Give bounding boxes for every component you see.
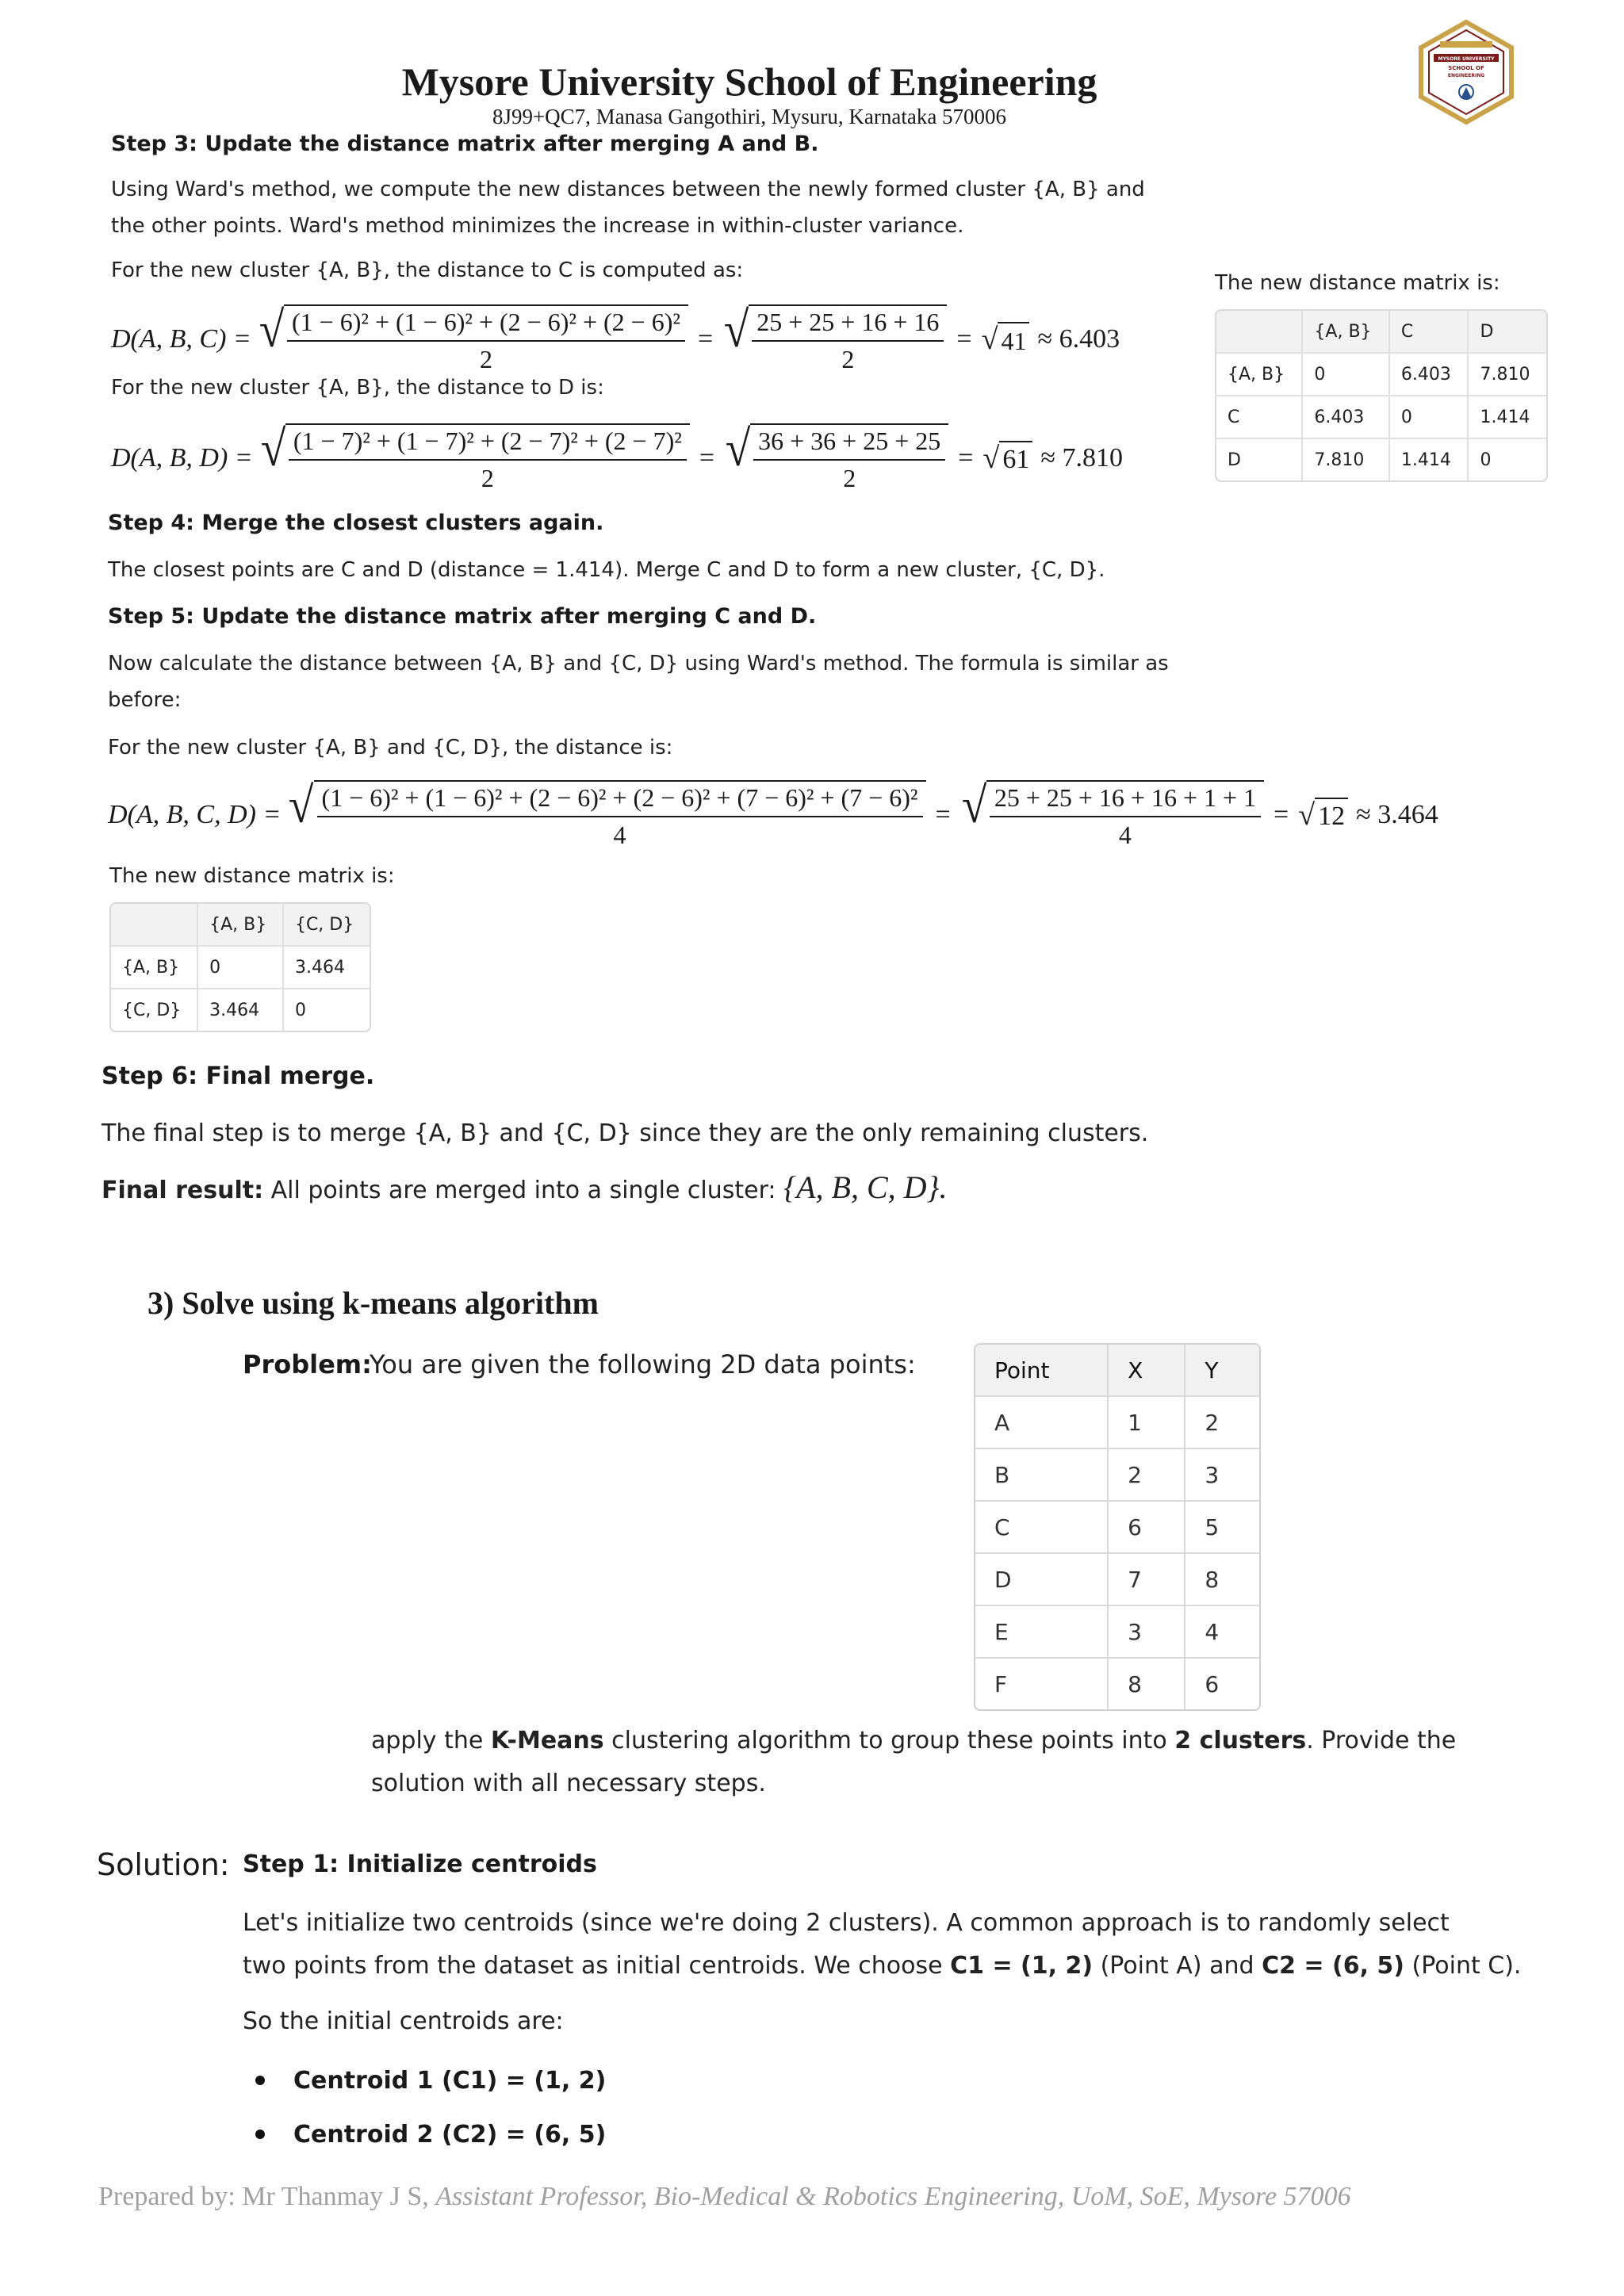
bullet-text: Centroid 1 (C1) = (1, 2) [293,2066,607,2095]
table-row [975,1554,1259,1606]
eq-c-num1: (1 − 6)² + (1 − 6)² + (2 − 6)² + (2 − 6)² [287,308,685,342]
matrix1-cell: 6.403 [1390,354,1469,396]
points-cell: 7 [1109,1554,1185,1606]
matrix2-cell: 3.464 [284,947,370,989]
table-row [975,1449,1259,1502]
eq-abcd-approx: ≈ 3.464 [1356,800,1438,829]
table-row [1216,439,1546,480]
points-header-cell: Point [975,1345,1109,1397]
table-row [111,989,370,1031]
eq-abcd-lhs: D(A, B, C, D) = [108,800,282,829]
apply-clusters: 2 clusters [1174,1727,1307,1755]
eq-abcd-num2: 25 + 25 + 16 + 16 + 1 + 1 [990,783,1261,817]
matrix2-header-cell: {A, B} [198,904,284,947]
eq-c-den1: 2 [479,345,492,373]
so-text: So the initial centroids are: [243,2007,564,2035]
table-row [975,1397,1259,1449]
init-text: (Point C). [1404,1952,1522,1980]
matrix2-caption: The new distance matrix is: [109,864,395,888]
init-text: (Point A) and [1093,1952,1262,1980]
eq-c-rad: 41 [998,322,1029,357]
matrix1-cell: 1.414 [1390,439,1469,480]
points-cell: 8 [1109,1659,1185,1709]
matrix1-cell: {A, B} [1216,354,1303,396]
step5-heading: Step 5: Update the distance matrix after merging C and D. [108,604,817,629]
footer [98,2182,1351,2212]
step3-heading: Step 3: Update the distance matrix after merging A and B. [111,132,819,156]
matrix1-cell: 0 [1480,450,1492,470]
eq-abcd-den1: 4 [613,821,626,849]
points-cell: B [975,1449,1109,1502]
points-cell: 3 [1109,1606,1185,1659]
matrix1-header-cell: {A, B} [1303,311,1389,354]
section-title-kmeans: 3) Solve using k-means algorithm [147,1285,599,1321]
logo-line-2: SCHOOL OF [1448,65,1484,71]
points-cell: E [975,1606,1109,1659]
bullet-icon [255,2076,265,2085]
matrix2-header-cell: {C, D} [284,904,370,947]
table-row [975,1502,1259,1554]
table-row [1216,396,1546,439]
problem-label: Problem: [243,1349,372,1380]
points-cell: 3 [1185,1449,1259,1502]
points-cell: D [975,1554,1109,1606]
data-points-table [974,1343,1261,1711]
step5-intro: For the new cluster {A, B} and {C, D}, the distance is: [108,736,673,760]
distance-matrix-1 [1215,309,1548,482]
matrix1-cell: 7.810 [1469,354,1546,396]
footer-prefix: Prepared by: Mr Thanmay J S, [98,2182,436,2211]
apply-text: . Provide the [1306,1727,1457,1755]
matrix1-cell: 0 [1390,396,1469,439]
eq-abcd-rad: 12 [1315,798,1348,832]
table-row [1216,354,1546,396]
final-result [102,1169,948,1210]
init-c2: C2 = (6, 5) [1262,1952,1404,1980]
apply-text: apply the [371,1727,491,1755]
table-row [975,1659,1259,1709]
apply-text: clustering algorithm to group these points into [603,1727,1175,1755]
points-cell: 4 [1185,1606,1259,1659]
matrix1-header-cell: D [1469,311,1546,354]
step5-para-2: before: [108,688,182,712]
solution-label: Solution: [97,1847,230,1882]
final-result-text: All points are merged into a single cluster: [270,1177,776,1204]
init-text: two points from the dataset as initial centroids. We choose [243,1952,951,1980]
points-cell: F [975,1659,1109,1709]
points-cell: 2 [1185,1397,1259,1449]
matrix1-cell: 7.810 [1303,439,1389,480]
matrix2-header-cell [111,904,198,947]
eq-d-approx: ≈ 7.810 [1040,443,1123,473]
eq-d-num2: 36 + 36 + 25 + 25 [753,427,945,461]
matrix2-cell: 0 [294,1000,306,1020]
list-item [255,2061,606,2099]
list-item [255,2115,606,2153]
table-row [111,947,370,989]
step3-to-c: For the new cluster {A, B}, the distance to C is computed as: [111,258,744,282]
eq-d-num1: (1 − 7)² + (1 − 7)² + (2 − 7)² + (2 − 7)² [289,427,687,461]
step6-para: The final step is to merge {A, B} and {C, D} since they are the only remaining clusters. [102,1119,1149,1147]
eq-abcd-den2: 4 [1118,821,1132,849]
matrix2-cell: 0 [198,947,284,989]
points-cell: 1 [1109,1397,1185,1449]
step3-para-2: the other points. Ward's method minimizes the increase in within-cluster variance. [111,214,964,238]
step5-para-1: Now calculate the distance between {A, B} and {C, D} using Ward's method. The formula is similar as [108,652,1169,675]
eq-c-approx: ≈ 6.403 [1037,324,1120,354]
init-line-1: Let's initialize two centroids (since we're doing 2 clusters). A common approach is to randomly select [243,1909,1450,1937]
matrix1-cell: C [1216,396,1303,439]
step3-para-1: Using Ward's method, we compute the new distances between the newly formed cluster {A, B} and [111,178,1145,201]
matrix2-cell: {C, D} [111,989,198,1031]
points-cell: 2 [1109,1449,1185,1502]
step3-to-d: For the new cluster {A, B}, the distance to D is: [111,376,604,400]
points-cell: 8 [1185,1554,1259,1606]
step6-heading: Step 6: Final merge. [102,1062,375,1090]
points-cell: A [975,1397,1109,1449]
logo-line-3: ENGINEERING [1447,73,1485,78]
eq-c-den2: 2 [841,345,855,373]
problem-text: You are given the following 2D data points: [370,1349,916,1380]
distance-matrix-2 [109,902,371,1032]
matrix2-cell: 3.464 [198,989,284,1031]
kmeans-step1-heading: Step 1: Initialize centroids [243,1850,597,1878]
matrix1-cell: 6.403 [1303,396,1389,439]
points-header-cell: Y [1185,1345,1259,1397]
university-logo [1416,19,1516,125]
apply-kmeans: K-Means [490,1727,604,1755]
eq-d-den1: 2 [481,464,494,492]
apply-line-2: solution with all necessary steps. [371,1770,766,1797]
table-row [975,1606,1259,1659]
eq-d-den2: 2 [843,464,856,492]
init-line-2 [243,1947,1521,1985]
bullet-icon [255,2130,265,2139]
equation-ab-d: D(A, B, D) = √ $\frac{\text{(1 − 7)² + (1 − 7)² + (2 − 7)² + (2 − 7)²}}{2}$ = √ $\frac{36 + 36 + 25 + 25}{2}$ = √ 61 ≈ 7.810 [111,420,1123,492]
address: 8J99+QC7, Manasa Gangothiri, Mysuru, Karnataka 570006 [492,105,1007,128]
logo-line-1: MYSORE UNIVERSITY [1438,56,1495,62]
equation-ab-c: D(A, B, C) = √ $\frac{\text{(1 − 6)² + (1 − 6)² + (2 − 6)² + (2 − 6)²}}{2}$ = √ $\frac{25 + 25 + 16 + 16}{2}$ = √ 41 ≈ 6.403 [111,301,1120,373]
matrix1-header-cell: C [1390,311,1469,354]
points-header-cell: X [1109,1345,1185,1397]
eq-d-rad: 61 [999,441,1032,476]
eq-d-lhs: D(A, B, D) = [111,443,253,473]
points-cell: 5 [1185,1502,1259,1554]
page-title: Mysore University School of Engineering [401,59,1097,104]
equation-ab-cd: D(A, B, C, D) = √ (1 − 6)² + (1 − 6)² + (2 − 6)² + (2 − 6)² + (7 − 6)² + (7 − 6)² 4 = √ $\frac{25 + 25 + 16 + 16 + 1 + 1}{4}$ = √ 12 ≈ 3.464 [108,777,1438,849]
eq-c-lhs: D(A, B, C) = [111,324,251,354]
points-cell: 6 [1205,1670,1220,1697]
final-result-set: {A, B, C, D}. [783,1169,948,1205]
init-c1: C1 = (1, 2) [950,1952,1094,1980]
step4-para: The closest points are C and D (distance = 1.414). Merge C and D to form a new cluster, {C, D}. [108,558,1105,582]
matrix2-cell: {A, B} [111,947,198,989]
footer-italic: Assistant Professor, Bio-Medical & Robotics Engineering, UoM, SoE, Mysore 57006 [435,2182,1351,2211]
matrix1-cell: 0 [1303,354,1389,396]
matrix1-cell: 1.414 [1469,396,1546,439]
bullet-text: Centroid 2 (C2) = (6, 5) [293,2120,607,2149]
matrix1-cell: D [1216,439,1303,480]
step4-heading: Step 4: Merge the closest clusters again. [108,511,604,535]
eq-c-num2: 25 + 25 + 16 + 16 [752,308,944,342]
points-cell: 6 [1109,1502,1185,1554]
matrix1-header-cell [1216,311,1303,354]
points-cell: C [975,1502,1109,1554]
apply-line-1 [371,1722,1456,1760]
eq-abcd-num1: (1 − 6)² + (1 − 6)² + (2 − 6)² + (2 − 6)² + (7 − 6)² + (7 − 6)² [317,783,923,817]
matrix1-caption: The new distance matrix is: [1215,271,1500,295]
final-result-label: Final result: [102,1177,264,1204]
